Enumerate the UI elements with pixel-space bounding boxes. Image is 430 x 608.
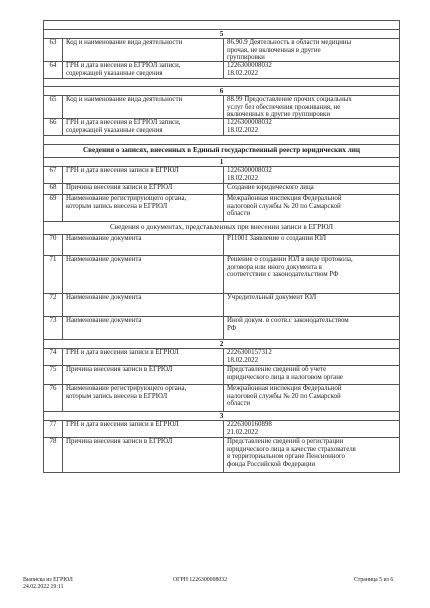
row-number: 69 bbox=[44, 195, 63, 221]
field-value: Создание юридического лица bbox=[227, 184, 314, 191]
field-value: 86.90.9 Деятельность в области медицины прочая, не включенная в другие группировки bbox=[227, 39, 352, 62]
field-value: Решение о создании ЮЛ в виде протокола, договора или иного документа в соответствии с законодательством РФ bbox=[227, 256, 353, 279]
footer-ogrn: ОГРН 1226300008032 bbox=[173, 577, 228, 583]
row-number: 78 bbox=[44, 438, 63, 472]
field-value: Межрайонная инспекция Федеральной налоговой службы № 20 по Самарской области bbox=[227, 385, 342, 408]
table-row bbox=[44, 437, 399, 472]
field-value: 2226300157312 18.02.2022 bbox=[227, 349, 272, 364]
row-number: 63 bbox=[44, 39, 63, 61]
field-name: ГРН и дата внесения записи в ЕГРЮЛ bbox=[63, 167, 224, 183]
row-number: 74 bbox=[44, 349, 63, 365]
field-name: ГРН и дата внесения записи в ЕГРЮЛ bbox=[63, 421, 224, 437]
subsection-number: 1 bbox=[44, 157, 399, 166]
field-name: Наименование регистрирующего органа, которым запись внесена в ЕГРЮЛ bbox=[63, 385, 224, 411]
row-number: 76 bbox=[44, 385, 63, 411]
table-bottom-border bbox=[44, 472, 399, 473]
table-row bbox=[44, 183, 399, 194]
row-number: 70 bbox=[44, 235, 63, 255]
row-number: 77 bbox=[44, 421, 63, 437]
field-value: Р11001 Заявление о создании ЮЛ bbox=[227, 235, 327, 242]
table-row bbox=[44, 255, 399, 293]
subsection-number: 2 bbox=[44, 339, 399, 348]
field-value: Представление сведений о регистрации юридического лица в качестве страхователя в территориальном органе Пенсионного фонда Российской Федерации bbox=[227, 438, 356, 468]
table-row bbox=[44, 348, 399, 365]
field-name: Причина внесения записи в ЕГРЮЛ bbox=[63, 438, 224, 472]
table-row bbox=[44, 38, 399, 61]
field-value: Учредительный документ ЮЛ bbox=[227, 294, 317, 301]
field-value: 2226300160898 21.02.2022 bbox=[227, 421, 272, 436]
row-number: 73 bbox=[44, 317, 63, 339]
table-row bbox=[44, 118, 399, 135]
field-name: Наименование документа bbox=[63, 317, 224, 339]
row-number: 71 bbox=[44, 256, 63, 293]
field-name: Причина внесения записи в ЕГРЮЛ bbox=[63, 184, 224, 194]
field-name: Наименование документа bbox=[63, 256, 224, 293]
table-separator bbox=[44, 78, 399, 86]
row-number: 66 bbox=[44, 119, 63, 135]
footer-page-number: Страница 5 из 6 bbox=[354, 577, 394, 583]
field-value: Иной докум. в соотв.с законодательством РФ bbox=[227, 317, 349, 332]
table-separator bbox=[44, 20, 399, 29]
field-name: ГРН и дата внесения записи в ЕГРЮЛ bbox=[63, 349, 224, 365]
row-number: 68 bbox=[44, 184, 63, 194]
field-value: 1226300008032 18.02.2022 bbox=[227, 167, 272, 182]
table-row bbox=[44, 420, 399, 437]
field-name: Код и наименование вида деятельности bbox=[63, 39, 224, 61]
egrul-table bbox=[43, 20, 400, 473]
field-value: Межрайонная инспекция Федеральной налоговой службы № 20 по Самарской области bbox=[227, 195, 342, 218]
subsection-number: 5 bbox=[44, 29, 399, 38]
subsection-number: 3 bbox=[44, 411, 399, 420]
field-name: Наименование документа bbox=[63, 294, 224, 316]
table-row bbox=[44, 293, 399, 316]
table-row bbox=[44, 95, 399, 118]
table-row bbox=[44, 384, 399, 411]
table-separator bbox=[44, 135, 399, 144]
field-name: Наименование документа bbox=[63, 235, 224, 255]
field-value: Представление сведений об учете юридического лица в налоговом органе bbox=[227, 366, 343, 381]
table-row bbox=[44, 61, 399, 78]
section-heading: Сведения о документах, представленных при внесении записи в ЕГРЮЛ bbox=[44, 221, 399, 234]
field-name: Код и наименование вида деятельности bbox=[63, 96, 224, 118]
table-row bbox=[44, 194, 399, 221]
table-row bbox=[44, 166, 399, 183]
section-heading: Сведения о записях, внесенных в Единый государственный реестр юридических лиц bbox=[44, 144, 399, 157]
field-value: 88.99 Предоставление прочих социальных услуг без обеспечения проживания, не включенных в другие группировки bbox=[227, 96, 352, 119]
row-number: 72 bbox=[44, 294, 63, 316]
table-row bbox=[44, 234, 399, 255]
field-name: ГРН и дата внесения в ЕГРЮЛ записи, содержащей указанные сведения bbox=[63, 119, 224, 135]
field-value: 1226300008032 18.02.2022 bbox=[227, 119, 272, 134]
field-name: Наименование регистрирующего органа, которым запись внесена в ЕГРЮЛ bbox=[63, 195, 224, 221]
subsection-number: 6 bbox=[44, 86, 399, 95]
row-number: 75 bbox=[44, 366, 63, 384]
row-number: 65 bbox=[44, 96, 63, 118]
footer-extract-info: Выписка из ЕГРЮЛ 24.02.2022 19:11 bbox=[23, 577, 73, 590]
field-name: Причина внесения записи в ЕГРЮЛ bbox=[63, 366, 224, 384]
table-row bbox=[44, 316, 399, 339]
row-number: 64 bbox=[44, 62, 63, 78]
row-number: 67 bbox=[44, 167, 63, 183]
field-name: ГРН и дата внесения в ЕГРЮЛ записи, содержащей указанные сведения bbox=[63, 62, 224, 78]
field-value: 1226300008032 18.02.2022 bbox=[227, 62, 272, 77]
table-row bbox=[44, 365, 399, 384]
